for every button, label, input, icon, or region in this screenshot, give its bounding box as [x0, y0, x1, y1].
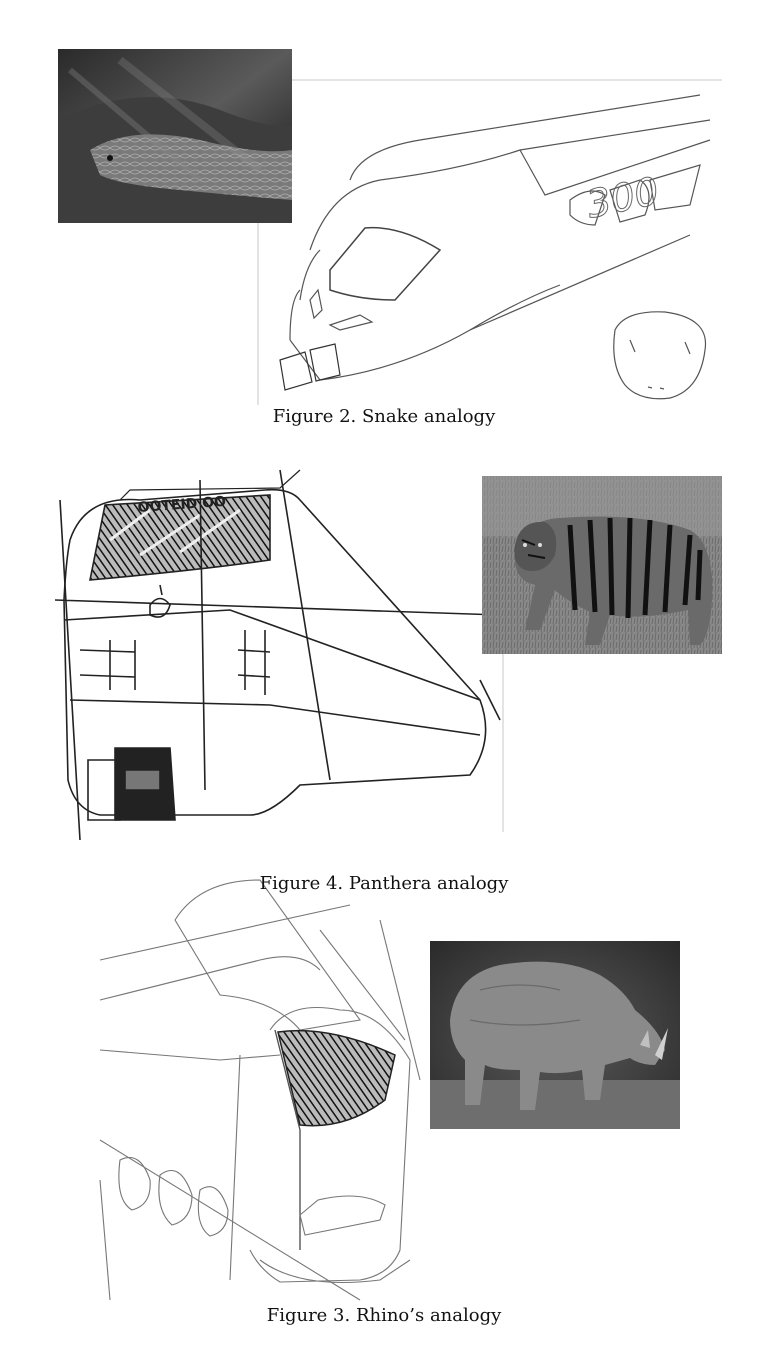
panthera-figure	[55, 470, 722, 840]
rhino-figure	[100, 880, 680, 1300]
panthera-roof-lettering: OOTEID OO	[137, 493, 227, 516]
snake-figure	[58, 49, 722, 405]
rhino-photo	[430, 941, 680, 1129]
figure-2-caption: Figure 2. Snake analogy	[272, 406, 496, 427]
snake-train-lettering: 300	[582, 168, 663, 227]
figure-4-caption: Figure 4. Panthera analogy	[259, 873, 509, 894]
tiger-photo	[482, 476, 722, 654]
rhino-train-sketch	[100, 880, 420, 1300]
panthera-train-sketch	[55, 470, 500, 840]
snake-train-sketch	[280, 95, 710, 399]
figure-3-caption: Figure 3. Rhino’s analogy	[266, 1305, 502, 1326]
snake-photo	[58, 49, 292, 223]
